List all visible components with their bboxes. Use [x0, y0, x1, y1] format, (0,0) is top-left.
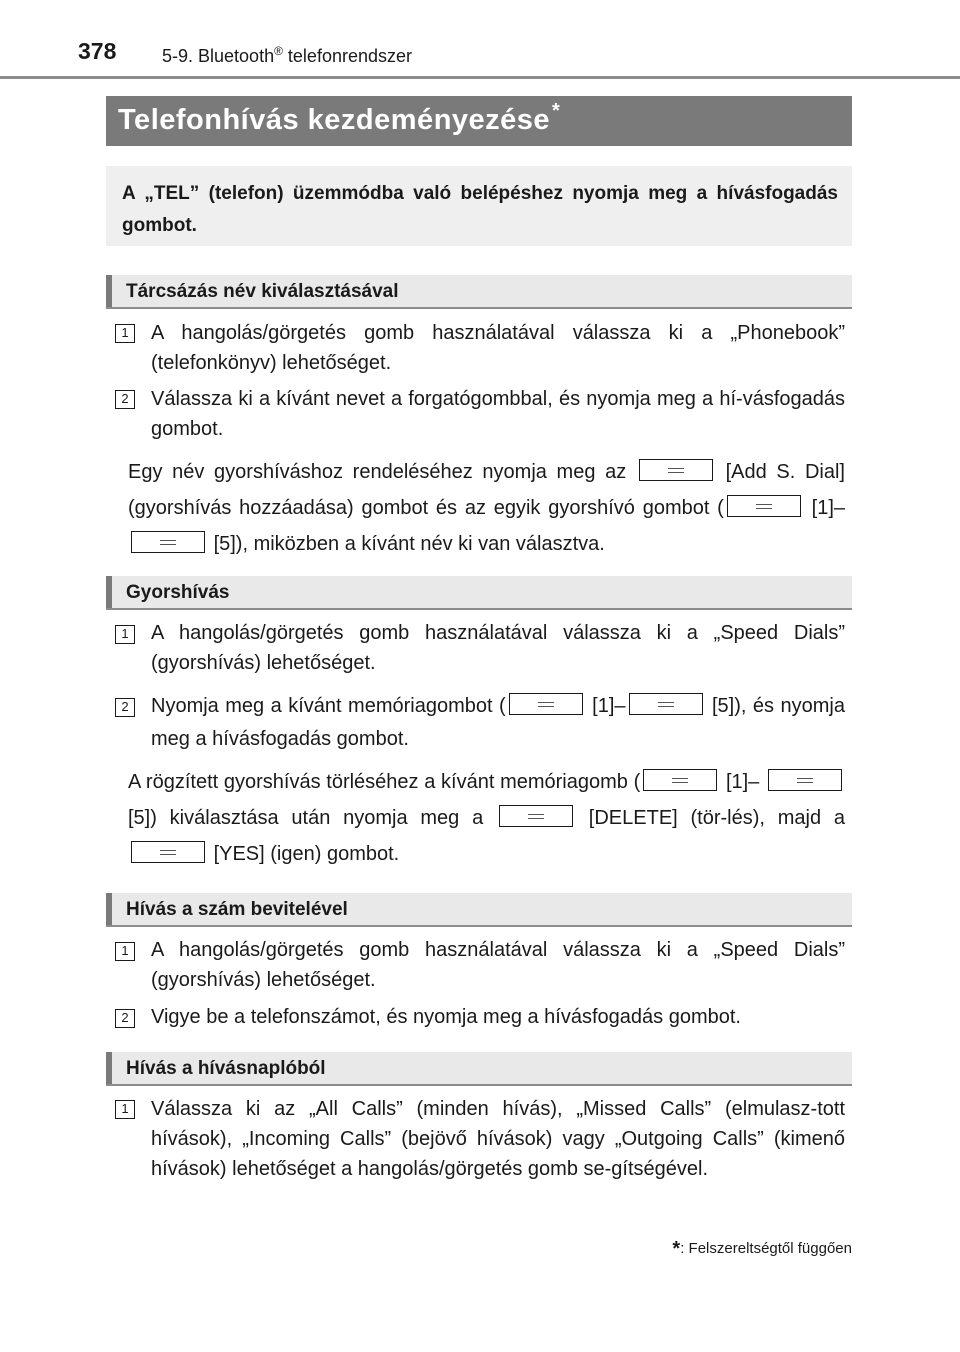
section-heading-call-log [106, 1052, 852, 1086]
softkey-button-icon [639, 459, 713, 481]
step-part: Nyomja meg a kívánt memóriagombot ( [151, 695, 506, 717]
chapter-suffix: telefonrendszer [282, 46, 412, 66]
note-part: [1]– [725, 771, 760, 793]
page-header [0, 0, 960, 80]
softkey-button-icon [727, 495, 801, 517]
title-text: Telefonhívás kezdeményezése [118, 104, 551, 136]
step-number: 1 [115, 625, 135, 644]
page-title [118, 100, 561, 137]
section-heading-speed-dial [106, 576, 852, 610]
step-number: 2 [115, 390, 135, 409]
step-number: 1 [115, 1100, 135, 1119]
step-text: A hangolás/görgetés gomb használatával válassza ki a „Speed Dials” (gyorshívás) lehetőséget. [151, 622, 845, 674]
softkey-button-icon [131, 531, 205, 553]
step-text: Vigye be a telefonszámot, és nyomja meg a hívásfogadás gombot. [151, 1006, 741, 1028]
section-heading-text: Hívás a hívásnaplóból [126, 1058, 326, 1079]
note-part: [5]) kiválasztása után nyomja meg a [128, 807, 484, 829]
softkey-button-icon [499, 805, 573, 827]
step-text [151, 690, 845, 756]
note-text [128, 764, 845, 872]
header-rule [0, 76, 960, 79]
page-number: 378 [78, 38, 117, 64]
note-part: A rögzített gyorshívás törléséhez a kívánt memóriagomb ( [128, 771, 641, 793]
softkey-button-icon [629, 693, 703, 715]
softkey-button-icon [131, 841, 205, 863]
footnote-asterisk: * [672, 1238, 681, 1260]
note-part: [Add S. Dial] (gyorshívás hozzáadása) gombot és az egyik gyorshívó gombot ( [128, 461, 845, 519]
note-part: [5]), miközben a kívánt név ki van választva. [213, 533, 605, 555]
note-part: [1]– [811, 497, 845, 519]
title-bar [106, 96, 852, 146]
section-heading-text: Gyorshívás [126, 582, 230, 603]
step-number: 1 [115, 942, 135, 961]
step-number: 2 [115, 698, 135, 717]
footnote [672, 1238, 852, 1261]
softkey-button-icon [768, 769, 842, 791]
step-number: 2 [115, 1009, 135, 1028]
section-heading-name-dial [106, 275, 852, 309]
section-heading-text: Tárcsázás név kiválasztásával [126, 281, 399, 302]
title-asterisk: * [552, 100, 561, 122]
step-text: Válassza ki a kívánt nevet a forgatógombbal, és nyomja meg a hí-vásfogadás gombot. [151, 388, 845, 440]
note-part: [DELETE] (tör-lés), majd a [588, 807, 845, 829]
intro-box [106, 166, 852, 246]
intro-text: A „TEL” (telefon) üzemmódba való belépéshez nyomja meg a hívásfogadás gombot. [122, 183, 838, 236]
softkey-button-icon [509, 693, 583, 715]
note-text [128, 454, 845, 562]
chapter-name: 5-9. Bluetooth [162, 46, 275, 66]
step-number: 1 [115, 324, 135, 343]
section-heading-number-entry [106, 893, 852, 927]
note-part: Egy név gyorshíváshoz rendeléséhez nyomja meg az [128, 461, 627, 483]
step-part: [1]– [592, 695, 626, 717]
section-heading-text: Hívás a szám bevitelével [126, 899, 348, 920]
chapter-title [162, 44, 412, 67]
footnote-text: : Felszereltségtől függően [680, 1240, 852, 1257]
step-text: Válassza ki az „All Calls” (minden hívás), „Missed Calls” (elmulasz-tott hívások), „Incoming Calls” (bejövő hívások) vagy „Outgoing Calls” (kimenő hívások) lehetőséget a hangolás/görgetés gomb se-gítségével. [151, 1098, 845, 1180]
step-text: A hangolás/görgetés gomb használatával válassza ki a „Phonebook” (telefonkönyv) lehetőséget. [151, 322, 845, 374]
softkey-button-icon [643, 769, 717, 791]
step-part: [5]), és nyomja meg a hívásfogadás gombot. [151, 695, 845, 750]
registered-mark: ® [274, 44, 283, 58]
note-part: [YES] (igen) gombot. [213, 843, 400, 865]
step-text: A hangolás/görgetés gomb használatával válassza ki a „Speed Dials” (gyorshívás) lehetőséget. [151, 939, 845, 991]
